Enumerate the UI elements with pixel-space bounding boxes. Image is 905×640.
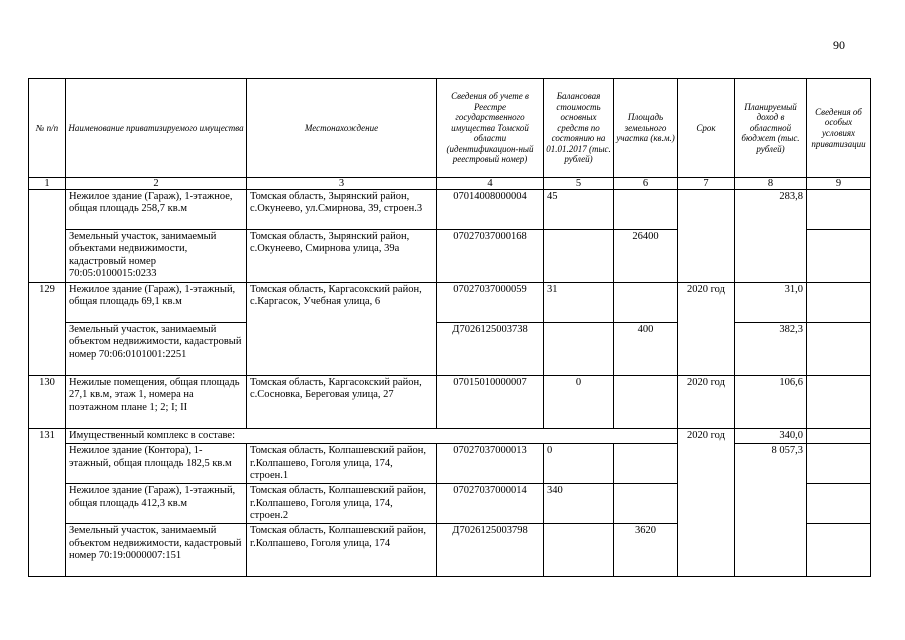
table-row	[29, 190, 871, 230]
registry-cell: 07027037000013	[437, 444, 544, 484]
conditions-cell	[807, 429, 871, 444]
location-cell: Томская область, Колпашевский район, г.Колпашево, Гоголя улица, 174, строен.2	[247, 484, 437, 524]
column-number: 3	[247, 178, 437, 190]
table-row	[29, 376, 871, 429]
location-cell: Томская область, Колпашевский район, г.Колпашево, Гоголя улица, 174, строен.1	[247, 444, 437, 484]
balance-cell	[544, 230, 614, 283]
income-cell: 106,6	[735, 376, 807, 429]
area-cell: 3620	[614, 524, 678, 577]
name-cell: Земельный участок, занимаемый объектом недвижимости, кадастровый номер 70:06:0101001:2251	[66, 323, 247, 376]
name-cell: Нежилое здание (Контора), 1-этажный, общая площадь 182,5 кв.м	[66, 444, 247, 484]
income-cell: 31,0	[735, 283, 807, 323]
header-row	[29, 79, 871, 178]
header-location: Местонахождение	[247, 79, 437, 178]
registry-cell: 07027037000168	[437, 230, 544, 283]
area-cell: 26400	[614, 230, 678, 283]
term-cell: 2020 год	[678, 376, 735, 429]
area-cell	[614, 283, 678, 323]
name-cell: Нежилое здание (Гараж), 1-этажный, общая площадь 69,1 кв.м	[66, 283, 247, 323]
name-cell: Нежилое здание (Гараж), 1-этажный, общая площадь 412,3 кв.м	[66, 484, 247, 524]
header-income: Планируемый доход в областной бюджет (тыс. рублей)	[735, 79, 807, 178]
term-cell: 2020 год	[678, 429, 735, 577]
row-number-cell: 130	[29, 376, 66, 429]
column-number: 7	[678, 178, 735, 190]
header-name: Наименование приватизируемого имущества	[66, 79, 247, 178]
row-number-cell: 129	[29, 283, 66, 376]
conditions-cell	[807, 323, 871, 376]
area-cell: 400	[614, 323, 678, 376]
header-area: Площадь земельного участка (кв.м.)	[614, 79, 678, 178]
location-cell: Томская область, Зырянский район, с.Окунеево, ул.Смирнова, 39, строен.3	[247, 190, 437, 230]
page-number: 90	[833, 38, 845, 52]
column-number: 2	[66, 178, 247, 190]
registry-cell: Д7026125003738	[437, 323, 544, 376]
registry-cell: 07014008000004	[437, 190, 544, 230]
balance-cell: 0	[544, 444, 614, 484]
balance-cell: 340	[544, 484, 614, 524]
column-number: 8	[735, 178, 807, 190]
column-number: 1	[29, 178, 66, 190]
column-number: 4	[437, 178, 544, 190]
column-number: 5	[544, 178, 614, 190]
area-cell	[614, 190, 678, 230]
column-numbers-row	[29, 178, 871, 190]
conditions-cell	[807, 484, 871, 524]
table-row	[29, 429, 871, 444]
term-cell	[678, 190, 735, 283]
conditions-cell	[807, 444, 871, 484]
location-cell: Томская область, Каргасокский район, с.Каргасок, Учебная улица, 6	[247, 283, 437, 376]
header-balance: Балансовая стоимость основных средств по состоянию на 01.01.2017 (тыс. рублей)	[544, 79, 614, 178]
balance-cell: 0	[544, 376, 614, 429]
conditions-cell	[807, 230, 871, 283]
header-number: № п/п	[29, 79, 66, 178]
header-conditions: Сведения об особых условиях приватизации	[807, 79, 871, 178]
name-cell: Земельный участок, занимаемый объектами недвижимости, кадастровый номер 70:05:0100015:0233	[66, 230, 247, 283]
conditions-cell	[807, 283, 871, 323]
row-number-cell	[29, 190, 66, 283]
balance-cell: 45	[544, 190, 614, 230]
table-row	[29, 323, 871, 376]
complex-title-cell: Имущественный комплекс в составе:	[66, 429, 678, 444]
income-cell: 340,0	[735, 429, 807, 444]
column-number: 6	[614, 178, 678, 190]
registry-cell: 07015010000007	[437, 376, 544, 429]
conditions-cell	[807, 376, 871, 429]
balance-cell	[544, 323, 614, 376]
area-cell	[614, 484, 678, 524]
column-number: 9	[807, 178, 871, 190]
table-row	[29, 444, 871, 484]
registry-cell: 07027037000014	[437, 484, 544, 524]
conditions-cell	[807, 524, 871, 577]
term-cell: 2020 год	[678, 283, 735, 376]
location-cell: Томская область, Каргасокский район, с.Сосновка, Береговая улица, 27	[247, 376, 437, 429]
name-cell: Нежилые помещения, общая площадь 27,1 кв.м, этаж 1, номера на поэтажном плане 1; 2; I; II	[66, 376, 247, 429]
area-cell	[614, 444, 678, 484]
registry-cell: 07027037000059	[437, 283, 544, 323]
row-number-cell: 131	[29, 429, 66, 577]
table-row	[29, 283, 871, 323]
area-cell	[614, 376, 678, 429]
balance-cell	[544, 524, 614, 577]
conditions-cell	[807, 190, 871, 230]
registry-cell: Д7026125003798	[437, 524, 544, 577]
name-cell: Нежилое здание (Гараж), 1-этажное, общая площадь 258,7 кв.м	[66, 190, 247, 230]
balance-cell: 31	[544, 283, 614, 323]
income-cell: 283,8	[735, 190, 807, 283]
location-cell: Томская область, Колпашевский район, г.Колпашево, Гоголя улица, 174	[247, 524, 437, 577]
income-cell: 8 057,3	[735, 444, 807, 577]
location-cell: Томская область, Зырянский район, с.Окунеево, Смирнова улица, 39а	[247, 230, 437, 283]
name-cell: Земельный участок, занимаемый объектом недвижимости, кадастровый номер 70:19:0000007:151	[66, 524, 247, 577]
header-term: Срок	[678, 79, 735, 178]
privatization-table	[28, 78, 871, 577]
header-registry: Сведения об учете в Реестре государственного имущества Томской области (идентификацион-ный реестровый номер)	[437, 79, 544, 178]
income-cell: 382,3	[735, 323, 807, 376]
